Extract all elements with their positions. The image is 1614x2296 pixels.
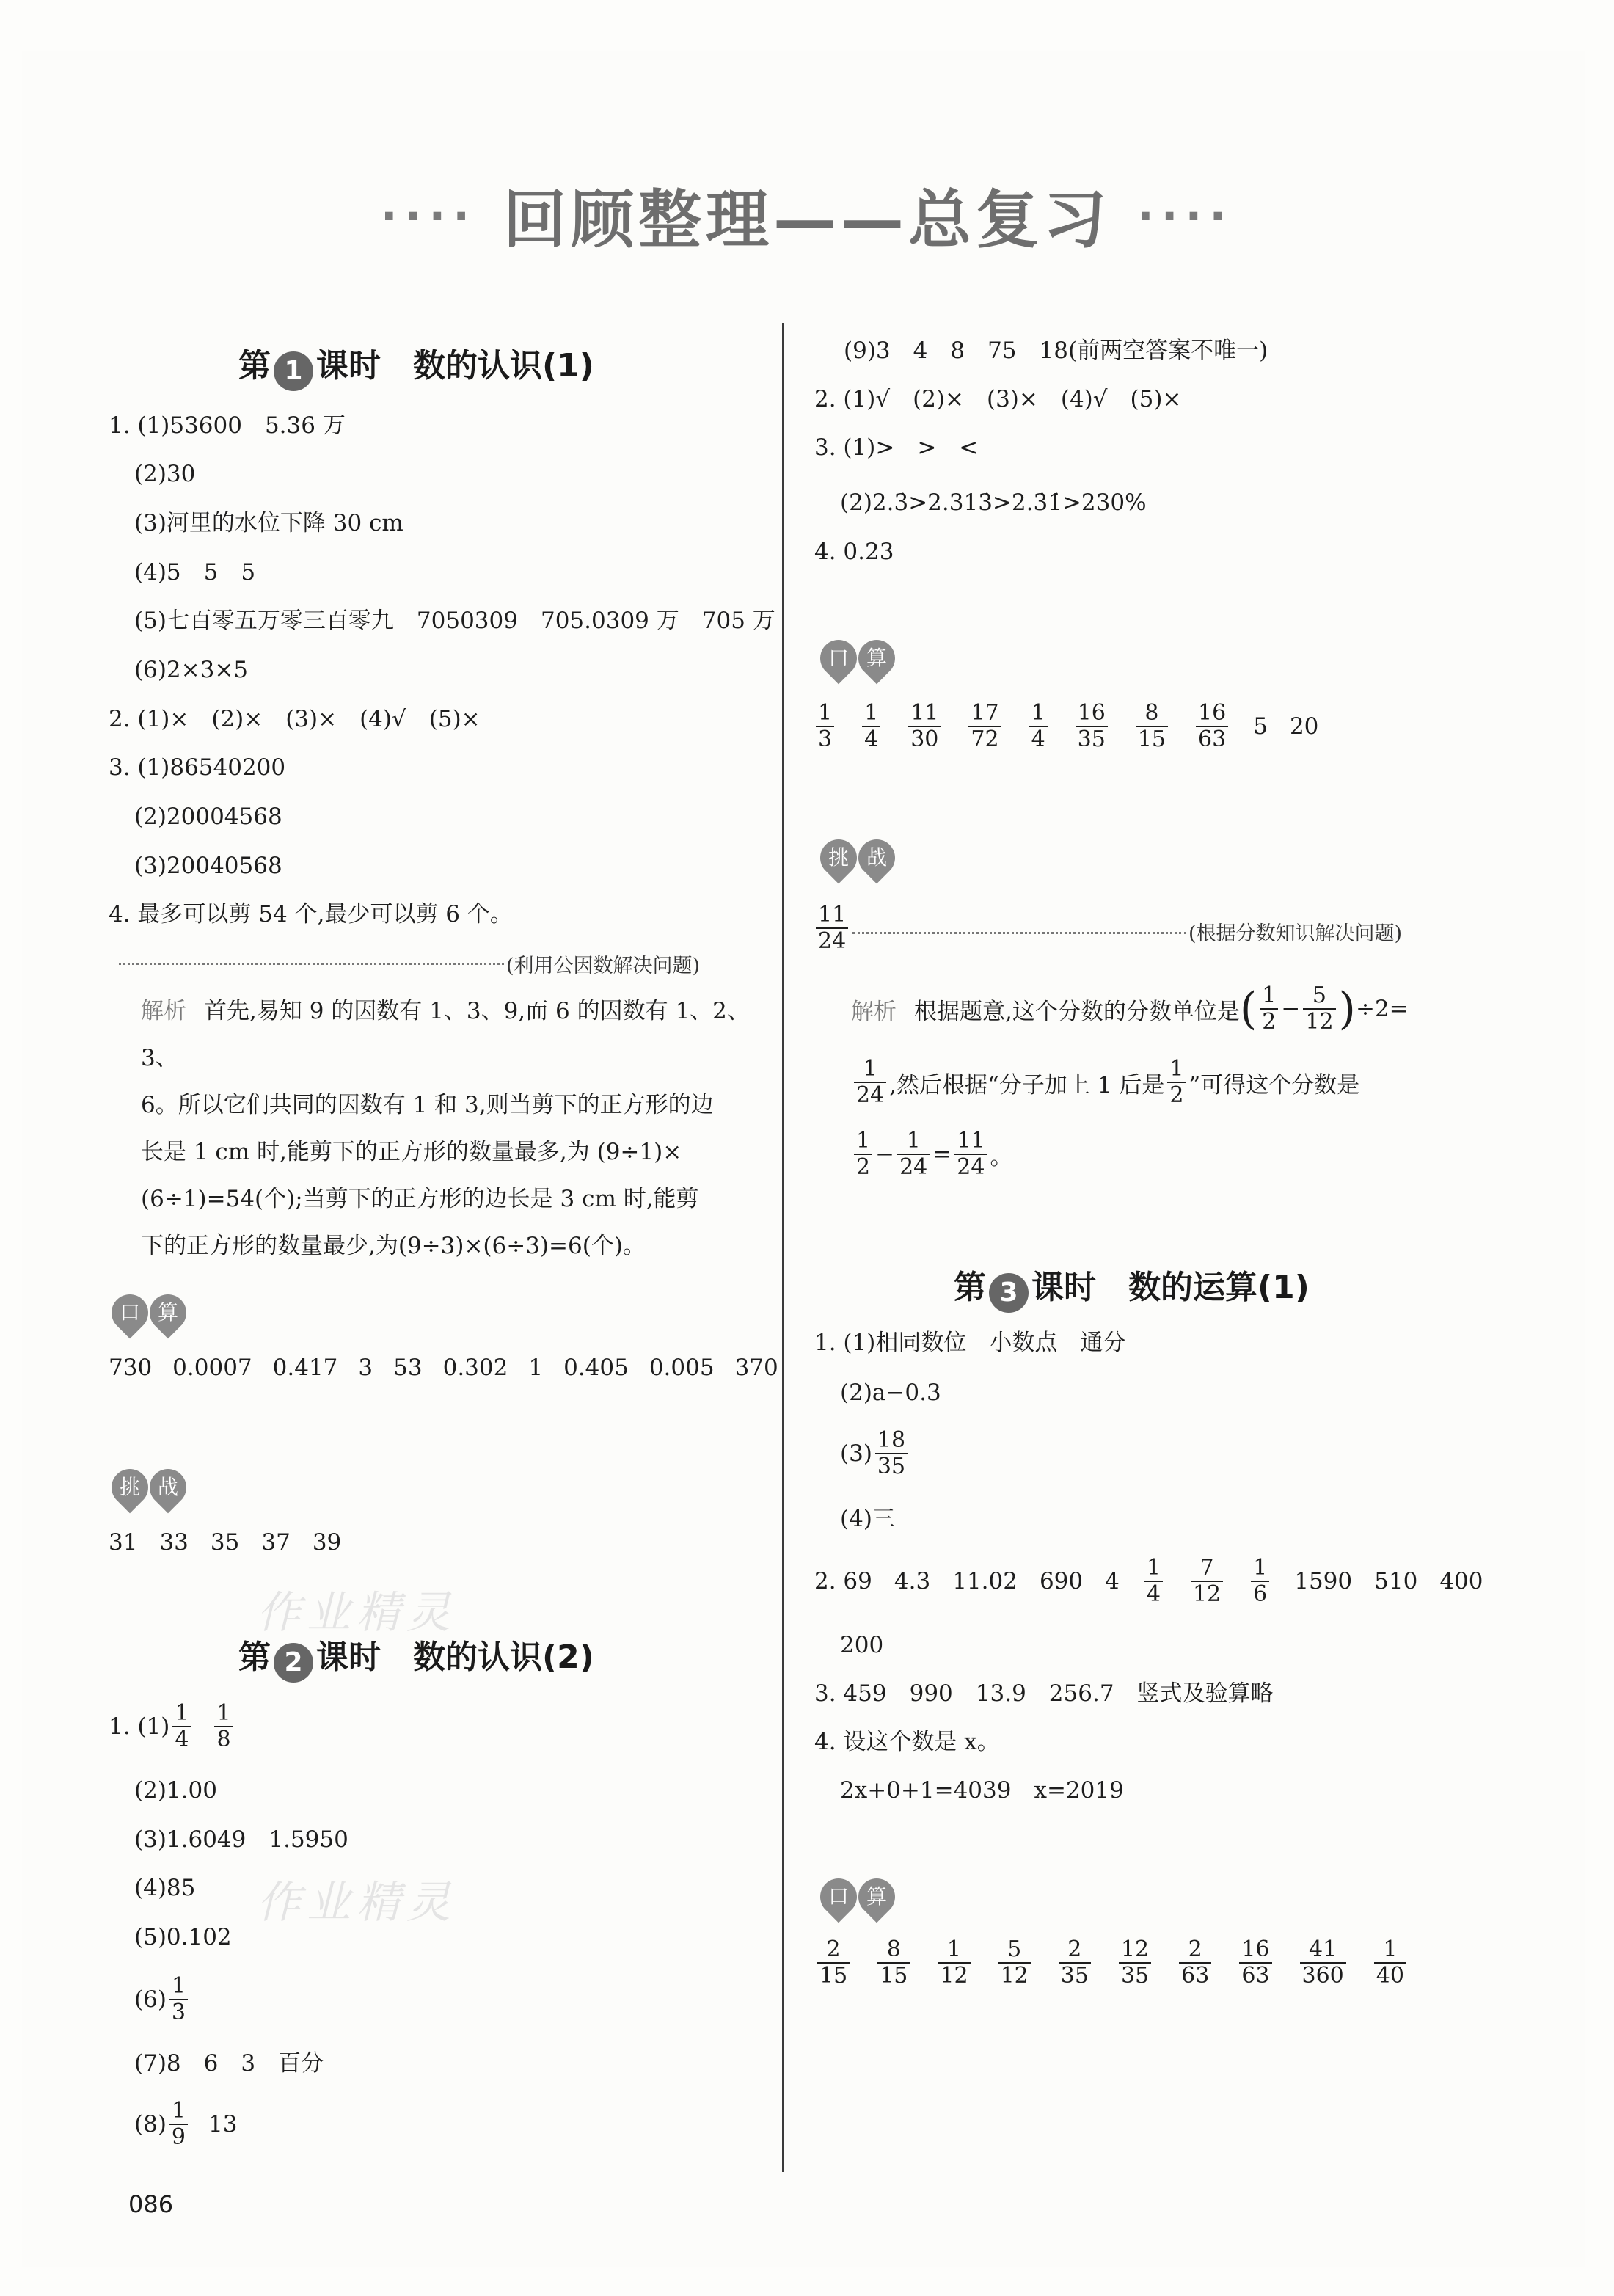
answer-line: 2. (1)× (2)× (3)× (4)√ (5)×	[109, 706, 481, 732]
answer-line: (4)85	[134, 1875, 196, 1901]
answer-line: (8) $\frac{1}{9}$ 13	[134, 2098, 238, 2150]
lesson-number-badge: 3	[989, 1273, 1029, 1313]
answer-line: 1. (1)53600 5.36 万	[109, 412, 346, 439]
answer-line: 3. 459 990 13.9 256.7 竖式及验算略	[814, 1680, 1274, 1707]
tiaozhan-badge: 挑 战	[820, 839, 895, 876]
kousuan-answers: $\frac{2}{15}$ $\frac{8}{15}$ $\frac{1}{12}$ $\frac{5}{12}$ $\frac{2}{35}$ $\frac{12}{35}$ $\frac{2}{63}$ $\frac{16}{63}$ $\frac{41}{360}$ $\frac{1}{40}$	[814, 1937, 1409, 1989]
answer-line: (3) $\frac{18}{35}$	[840, 1428, 910, 1479]
answer-line: 3. (1)86540200	[109, 754, 286, 781]
tiaozhan-answers: 31 33 35 37 39	[109, 1529, 342, 1556]
hint-text: (利用公因数解决问题)	[506, 955, 701, 977]
analysis-line: $\frac{1}{24}$ ,然后根据“分子加上 1 后是 $\frac{1}{2}$ ”可得这个分数是	[851, 1057, 1359, 1108]
answer-line: 1. (1) $\frac{1}{4}$ $\frac{1}{8}$	[109, 1701, 236, 1752]
answer-line: 3. (1)> > <	[814, 434, 979, 461]
answer-line: (5)0.102	[134, 1924, 232, 1950]
kousuan-badge: 口 算	[112, 1294, 186, 1331]
watermark: 作业精灵	[257, 1877, 456, 1928]
analysis-line: $\frac{1}{2}$ − $\frac{1}{24}$ = $\frac{11}{24}$ 。	[851, 1129, 1012, 1180]
answer-line: (3)20040568	[134, 853, 282, 879]
analysis-label: 解析	[851, 998, 897, 1025]
answer-line: (5)七百零五万零三百零九 7050309 705.0309 万 705 万	[134, 608, 775, 634]
answer-line: (2)20004568	[134, 803, 282, 830]
lesson-number-badge: 1	[274, 351, 313, 391]
answer-line: 4. 0.23	[814, 539, 894, 565]
answer-line: (3)河里的水位下降 30 cm	[134, 510, 404, 536]
analysis-block: 解析 首先,易知 9 的因数有 1、3、9,而 6 的因数有 1、2、3、 6。所以它们共同的因数有 1 和 3,则当剪下的正方形的边 长是 1 cm 时,能剪下的正方形的数量最多,为 (9÷1)× (6÷1)=54(个);当剪下的正方形的边长是 3 cm 时,能剪 下的正方形的数量最少,为(9÷3)×(6÷3)=6(个)。	[141, 998, 750, 1259]
answer-line: (3)1.6049 1.5950	[134, 1826, 348, 1853]
tiaozhan-badge: 挑 战	[112, 1469, 186, 1506]
answer-line: (2)30	[134, 461, 196, 487]
answer-line: (4)三	[840, 1506, 895, 1532]
lesson-number-badge: 2	[274, 1643, 313, 1683]
page-title: ···· 回顾整理——总复习 ····	[380, 183, 1234, 257]
lesson3-heading: 第 3 课时 数的运算(1)	[954, 1261, 1310, 1313]
kousuan-badge: 口 算	[820, 640, 895, 677]
tiaozhan-answer: $\frac{11}{24}$	[813, 903, 851, 954]
hint-text: (根据分数知识解决问题)	[1188, 922, 1403, 945]
answer-line: (2)1.00	[134, 1777, 217, 1804]
answer-line: (2)a−0.3	[840, 1380, 941, 1406]
answer-line: (4)5 5 5	[134, 559, 256, 586]
answer-line: (2)2.3̇>2.313̇>2.3̇1̇>230%	[840, 489, 1147, 516]
answer-line: 2. 69 4.3 11.02 690 4 $\frac{1}{4}$ $\frac{7}{12}$ $\frac{1}{6}$ 1590 510 400	[814, 1555, 1483, 1607]
answer-line: 2. (1)√ (2)× (3)× (4)√ (5)×	[814, 386, 1182, 412]
answer-line: (7)8 6 3 百分	[134, 2050, 324, 2077]
hint-leader	[852, 932, 1186, 934]
analysis-label: 解析	[141, 998, 186, 1024]
lesson2-heading: 第 2 课时 数的认识(2)	[238, 1630, 594, 1683]
watermark: 作业精灵	[257, 1587, 456, 1639]
kousuan-badge: 口 算	[820, 1878, 895, 1915]
hint-leader	[119, 963, 504, 965]
answer-line: 4. 设这个数是 x。	[814, 1729, 1000, 1755]
kousuan-answers: $\frac{1}{3}$ $\frac{1}{4}$ $\frac{11}{30}$ $\frac{17}{72}$ $\frac{1}{4}$ $\frac{16}{35}$ $\frac{8}{15}$ $\frac{16}{63}$ 5 20	[813, 701, 1318, 752]
page-number: 086	[128, 2190, 174, 2218]
answer-line: (6) $\frac{1}{3}$	[134, 1974, 191, 2025]
answer-line: (9)3 4 8 75 18(前两空答案不唯一)	[844, 338, 1268, 364]
lesson1-heading: 第 1 课时 数的认识(1)	[238, 339, 594, 391]
answer-line: 2x+0+1=4039 x=2019	[840, 1777, 1124, 1804]
answer-line: (6)2×3×5	[134, 657, 249, 683]
answer-line: 200	[840, 1632, 884, 1658]
kousuan-answers: 730 0.0007 0.417 3 53 0.302 1 0.405 0.005 370	[109, 1355, 778, 1381]
answer-line: 1. (1)相同数位 小数点 通分	[814, 1330, 1126, 1356]
analysis-line: 解析 根据题意,这个分数的分数单位是 ( $\frac{1}{2}$ − $\frac{5}{12}$ ) ÷2=	[851, 983, 1409, 1035]
answer-line: 4. 最多可以剪 54 个,最少可以剪 6 个。	[109, 901, 513, 927]
